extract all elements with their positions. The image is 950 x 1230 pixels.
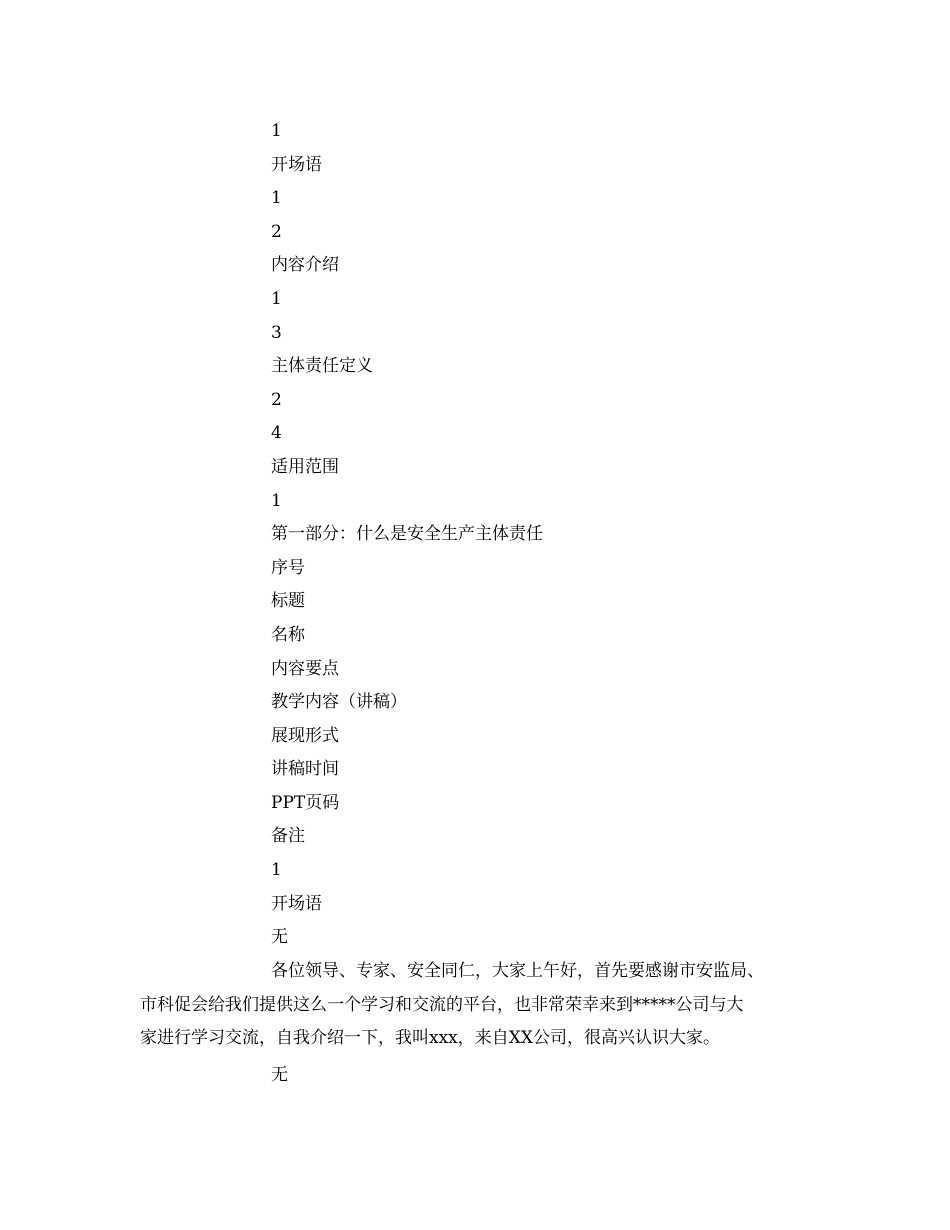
list-item: 2	[271, 389, 282, 410]
paragraph-line: 市科促会给我们提供这么一个学习和交流的平台，也非常荣幸来到*****公司与大	[140, 994, 744, 1015]
column-header: 内容要点	[271, 658, 339, 679]
section-heading: 第一部分：什么是安全生产主体责任	[271, 524, 543, 545]
trailing-text: 无	[271, 1065, 288, 1085]
list-item: 1	[271, 860, 282, 881]
paragraph-line: 各位领导、专家、安全同仁，大家上午好，首先要感谢市安监局、	[271, 961, 764, 981]
speech-paragraph	[140, 955, 820, 1056]
list-item: 主体责任定义	[271, 356, 373, 377]
list-item: 开场语	[271, 154, 322, 175]
list-item: 3	[271, 322, 282, 343]
list-item: 1	[271, 188, 282, 209]
list-item: 内容介绍	[271, 255, 339, 276]
column-header: 展现形式	[271, 725, 339, 746]
column-header: 讲稿时间	[271, 759, 339, 780]
column-header: 备注	[271, 826, 305, 847]
column-header: 教学内容（讲稿）	[271, 692, 407, 713]
list-item: 无	[271, 927, 288, 948]
list-item: 开场语	[271, 893, 322, 914]
outline-list	[271, 118, 871, 958]
list-item: 1	[271, 490, 282, 511]
list-item: 2	[271, 221, 282, 242]
list-item: 4	[271, 423, 282, 444]
column-header: PPT页码	[271, 792, 340, 813]
list-item: 适用范围	[271, 456, 339, 477]
list-item: 1	[271, 288, 282, 309]
paragraph-line: 家进行学习交流，自我介绍一下，我叫xxx，来自XX公司，很高兴认识大家。	[140, 1028, 720, 1049]
column-header: 标题	[271, 591, 305, 612]
column-header: 名称	[271, 624, 305, 645]
list-item: 1	[271, 121, 282, 141]
column-header: 序号	[271, 557, 305, 578]
